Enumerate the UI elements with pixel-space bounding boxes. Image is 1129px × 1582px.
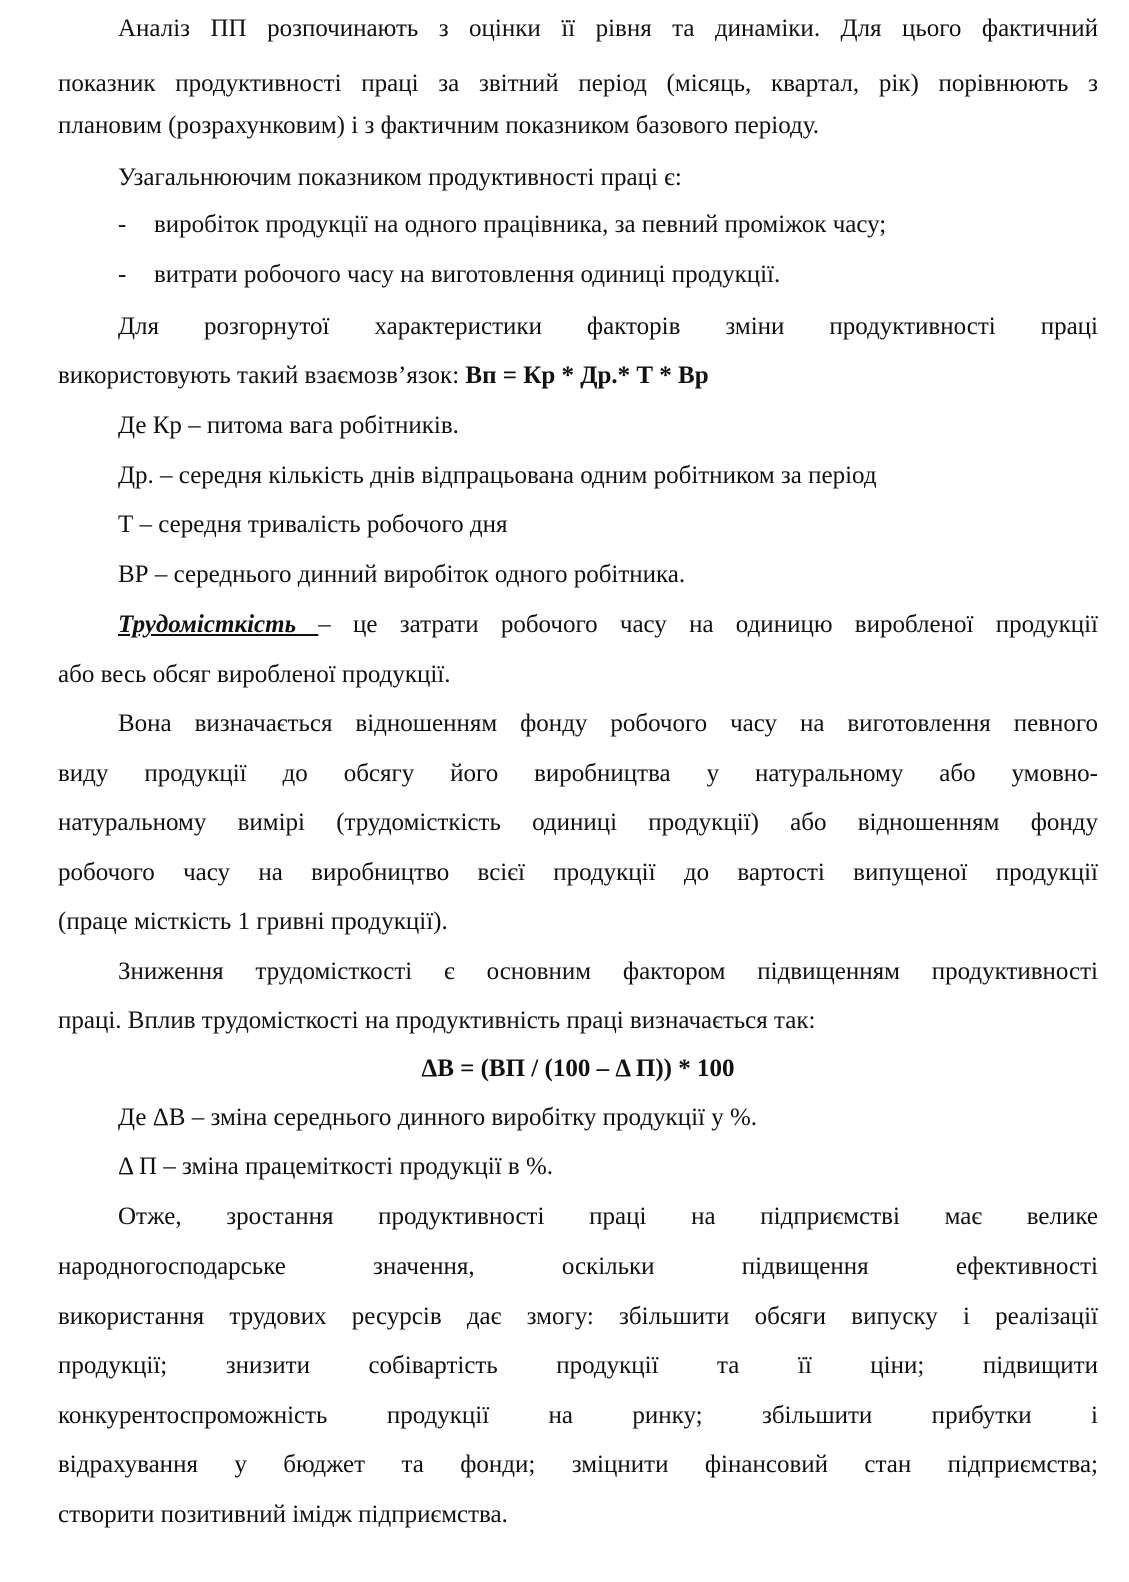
text-span: Δ П – зміна працеміткості продукції в %. xyxy=(118,1153,554,1180)
text-span: натуральному вимірі (трудомісткість одиниці продукції) або відношенням фонду xyxy=(58,809,1098,836)
text-line xyxy=(58,1448,1098,1482)
text-span: праці. Вплив трудомісткості на продуктивність праці визначається так: xyxy=(58,1007,816,1034)
text-span: використання трудових ресурсів дає змогу: збільшити обсяги випуску і реалізації xyxy=(58,1303,1098,1330)
text-span: (праце місткість 1 гривні продукції). xyxy=(58,908,448,935)
text-line xyxy=(58,1300,1098,1334)
text-span: плановим (розрахунковим) і з фактичним показником базового періоду. xyxy=(58,112,819,139)
text-span: показник продуктивності праці за звітний період (місяць, квартал, рік) порівнюють з xyxy=(58,70,1098,97)
text-span: відрахування у бюджет та фонди; зміцнити фінансовий стан підприємства; xyxy=(58,1451,1098,1478)
formula-productivity: Вп = Кр * Др.* Т * Вр xyxy=(465,362,709,389)
text-line xyxy=(58,1349,1098,1383)
text-line xyxy=(118,508,1098,542)
text-span: – це затрати робочого часу на одиницю виробленої продукції xyxy=(318,611,1098,638)
text-span: Узагальнюючим показником продуктивності праці є: xyxy=(118,164,682,191)
text-span: або весь обсяг виробленої продукції. xyxy=(58,661,451,688)
text-line xyxy=(118,409,1098,443)
text-line xyxy=(118,310,1098,344)
text-line xyxy=(58,1250,1098,1284)
bullet-dash: - xyxy=(118,211,127,238)
bullet-item xyxy=(118,258,1098,292)
text-line xyxy=(118,1101,1098,1135)
formula-text: ΔВ = (ВП / (100 – Δ П)) * 100 xyxy=(421,1055,735,1082)
text-span: ВР – середнього динний виробіток одного робітника. xyxy=(118,561,686,588)
term-heading: Трудомісткість xyxy=(118,611,319,638)
text-span: Для розгорнутої характеристики факторів зміни продуктивності праці xyxy=(118,313,1098,340)
text-line xyxy=(58,1498,1098,1532)
text-line xyxy=(58,905,1098,939)
text-span: виробіток продукції на одного працівника, за певний проміжок часу; xyxy=(154,211,887,238)
text-line xyxy=(58,806,1098,840)
text-line xyxy=(58,658,1098,692)
text-line xyxy=(118,608,1098,642)
text-line xyxy=(58,109,1098,143)
text-span: виду продукції до обсягу його виробництва у натуральному або умовно- xyxy=(58,760,1098,787)
text-span: Аналіз ПП розпочинають з оцінки її рівня та динаміки. Для цього фактичний xyxy=(118,15,1098,42)
text-span: Др. – середня кількість днів відпрацьована одним робітником за період xyxy=(118,462,877,489)
text-span: робочого часу на виробництво всієї продукції до вартості випущеної продукції xyxy=(58,859,1098,886)
text-line xyxy=(118,955,1098,989)
text-line xyxy=(58,1004,1098,1038)
text-line xyxy=(118,558,1098,592)
text-span: використовують такий взаємозв’язок: xyxy=(58,362,466,389)
text-span: Вона визначається відношенням фонду робочого часу на виготовлення певного xyxy=(118,710,1098,737)
text-span: продукції; знизити собівартість продукції та її ціни; підвищити xyxy=(58,1352,1098,1379)
text-line xyxy=(118,12,1098,46)
text-span: Т – середня тривалість робочого дня xyxy=(118,511,508,538)
text-line xyxy=(58,856,1098,890)
text-line xyxy=(118,1150,1098,1184)
text-line xyxy=(58,1399,1098,1433)
formula-labor-intensity xyxy=(58,1052,1098,1086)
text-line xyxy=(118,707,1098,741)
text-span: Де ΔВ – зміна середнього динного виробітку продукції у %. xyxy=(118,1104,758,1131)
text-span: створити позитивний імідж підприємства. xyxy=(58,1501,508,1528)
bullet-item xyxy=(118,208,1098,242)
text-span: Де Кр – питома вага робітників. xyxy=(118,412,459,439)
text-line xyxy=(118,161,1098,195)
text-span: конкурентоспроможність продукції на ринку; збільшити прибутки і xyxy=(58,1402,1098,1429)
text-line xyxy=(118,1200,1098,1234)
text-span: Отже, зростання продуктивності праці на підприємстві має велике xyxy=(118,1203,1098,1230)
text-span: Зниження трудомісткості є основним фактором підвищенням продуктивності xyxy=(118,958,1098,985)
text-line xyxy=(58,67,1098,101)
text-line xyxy=(118,459,1098,493)
text-line xyxy=(58,359,1098,393)
bullet-dash: - xyxy=(118,261,127,288)
text-span: народногосподарське значення, оскільки підвищення ефективності xyxy=(58,1253,1098,1280)
text-line xyxy=(58,757,1098,791)
text-span: витрати робочого часу на виготовлення одиниці продукції. xyxy=(154,261,781,288)
